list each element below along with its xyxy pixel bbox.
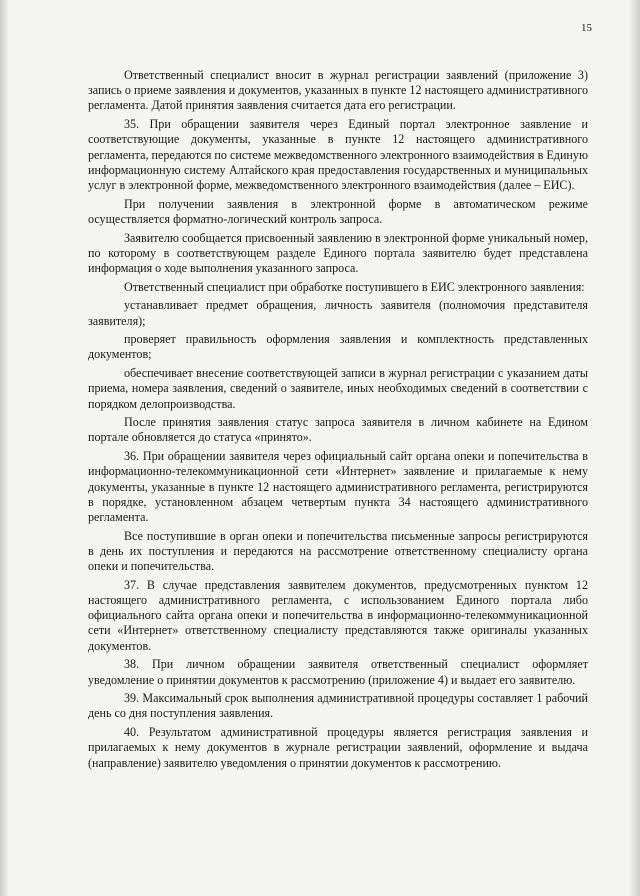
document-body [88,68,588,774]
paragraph-eis-processing: Ответственный специалист при обработке поступившего в ЕИС электронного заявления: [124,279,585,294]
paragraph-registration-journal: Ответственный специалист вносит в журнал регистрации заявлений (приложение 3) запись о приеме заявления и документов, указанных в пункте 12 настоящего административного регламента. Датой принятия заявления считается дата его регистрации. [88,68,588,113]
paragraph-37: 37. В случае представления заявителем документов, предусмотренных пунктом 12 настоящего административного регламента, с использованием Единого портала либо официального сайта органа опеки и попечительства в информационно-телекоммуникационной сети «Интернет» ответственному специалисту представляются также оригиналы указанных документов. [88,577,588,653]
list-item-journal-entry: обеспечивает внесение соответствующей записи в журнал регистрации с указанием даты приема, номера заявления, сведений о заявителе, иных необходимых сведений в соответствии с порядком делопроизводства. [88,366,588,411]
paragraph-written-requests: Все поступившие в орган опеки и попечительства письменные запросы регистрируются в день их поступления и передаются на рассмотрение ответственному специалисту органа опеки и попечительства. [88,528,588,574]
paragraph-36: 36. При обращении заявителя через официальный сайт органа опеки и попечительства в информационно-телекоммуникационной сети «Интернет» заявление и прилагаемые к нему документы, указанные в пункте 12 настоящего административного регламента, регистрируются в порядке, установленном абзацем четвертым пункта 34 настоящего административного регламента. [88,449,588,524]
paragraph-40: 40. Результатом административной процедуры является регистрация заявления и прилагаемых к нему документов в журнале регистрации заявлений, оформление и выдача (направление) заявителю уведомления о принятии документов к рассмотрению. [88,725,588,770]
paragraph-format-control: При получении заявления в электронной форме в автоматическом режиме осуществляется форматно-логический контроль запроса. [88,196,588,226]
paragraph-status-accepted: После принятия заявления статус запроса заявителя в личном кабинете на Едином портале обновляется до статуса «принято». [88,415,588,445]
list-item-establish-subject: устанавливает предмет обращения, личность заявителя (полномочия представителя заявителя); [88,298,588,328]
page-number: 15 [581,22,592,34]
paragraph-35: 35. При обращении заявителя через Единый портал электронное заявление и соответствующие документы, указанные в пункте 12 настоящего административного регламента, передаются по системе межведомственного электронного взаимодействия в Единую информационную систему Алтайского края предоставления государственных и муниципальных услуг в электронной форме, межведомственного электронного взаимодействия (далее – ЕИС). [88,117,588,192]
scan-edge-left [0,0,8,896]
paragraph-unique-number: Заявителю сообщается присвоенный заявлению в электронной форме уникальный номер, по которому в соответствующем разделе Единого портала заявителю будет представлена информация о ходе выполнения указанного запроса. [88,230,588,275]
scan-edge-right [630,0,640,896]
paragraph-39: 39. Максимальный срок выполнения административной процедуры составляет 1 рабочий день со дня поступления заявления. [88,691,588,721]
list-item-check-correctness: проверяет правильность оформления заявления и комплектность представленных документов; [88,332,588,362]
paragraph-38: 38. При личном обращении заявителя ответственный специалист оформляет уведомление о принятии документов к рассмотрению (приложение 4) и выдает его заявителю. [88,657,588,687]
